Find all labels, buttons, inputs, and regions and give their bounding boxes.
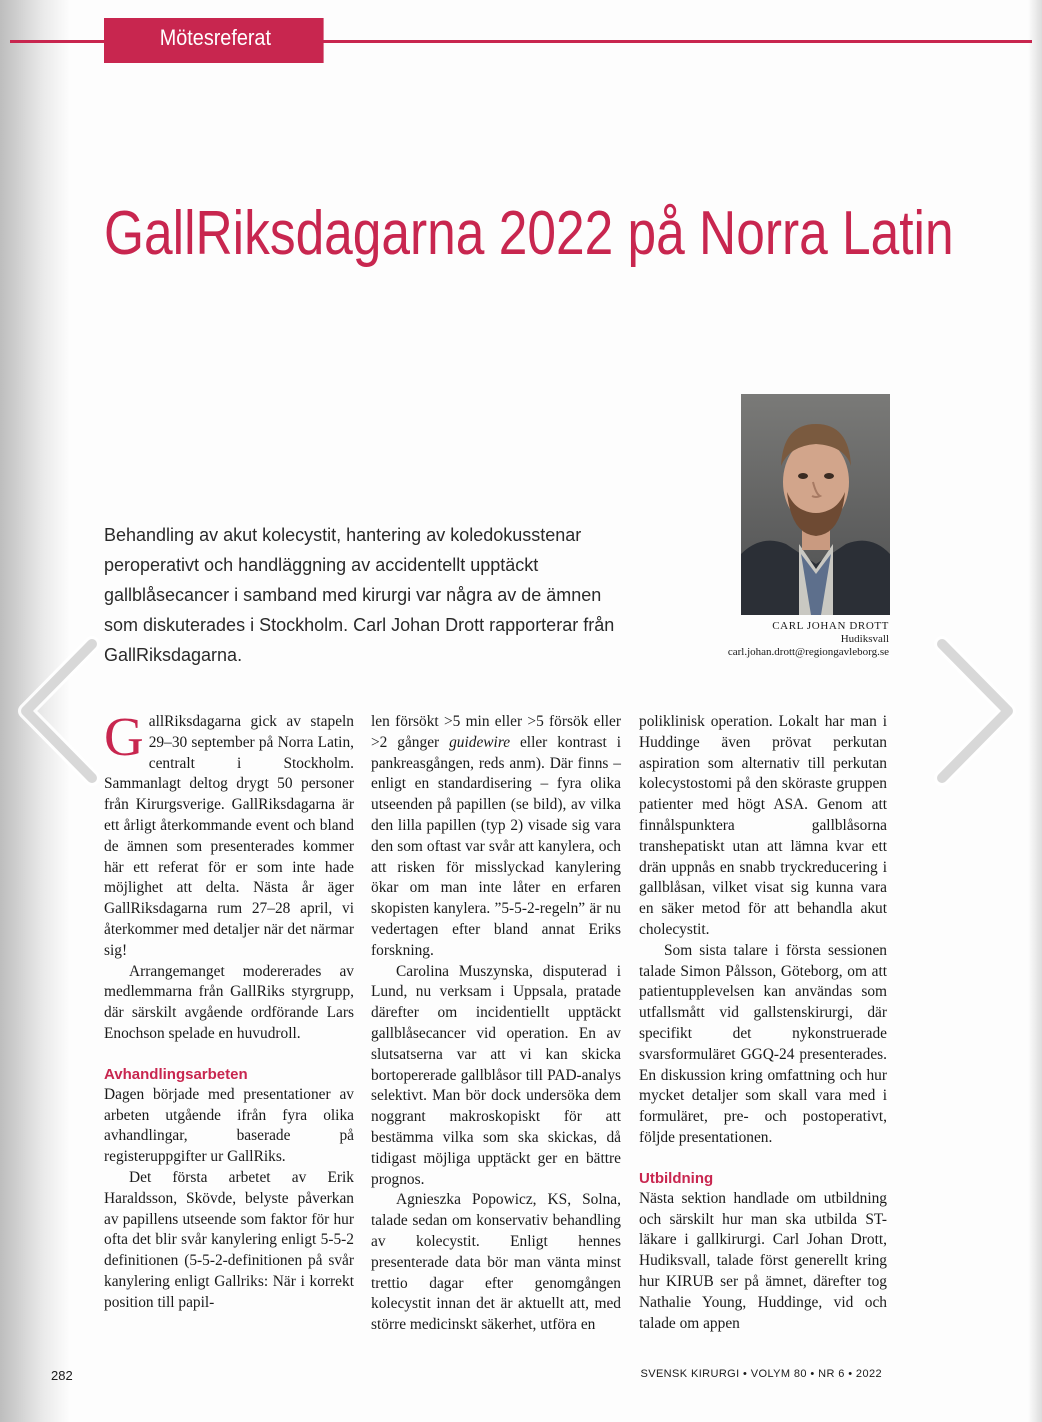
author-location: Hudiksvall	[840, 633, 889, 645]
page-number: 282	[51, 1368, 73, 1383]
italic-term: guidewire	[449, 733, 511, 751]
author-name: CARL JOHAN DROTT	[772, 620, 889, 632]
journal-footer: SVENSK KIRURGI • VOLYM 80 • NR 6 • 2022	[640, 1368, 882, 1380]
chevron-left-icon	[12, 636, 112, 786]
paragraph	[371, 712, 621, 962]
paragraph: Carolina Muszynska, disputerad i Lund, nu verksam i Uppsala, pratade därefter om incidentiellt upptäckt gallblåsecancer vid operation. En av slutsatserna var att vi kan skicka bortopererade gallblåsor till PAD-analys selektivt. Man bör dock undersöka dem noggrant makroskopiskt för att bestämma vilka som ska skickas, då tidigast möjliga upptäckt ger en bättre prognos.	[371, 962, 621, 1188]
next-page-button[interactable]	[922, 636, 1022, 786]
page-edge-shadow	[1028, 0, 1042, 1422]
paragraph: Nästa sektion handlade om utbildning och särskilt hur man ska utbilda ST-läkare i gallkirurgi. Carl Johan Drott, Hudiksvall, talade först generellt kring hur KIRUB ser på ämnet, därefter tog Nathalie Young, Huddinge, vid och talade om appen	[639, 1189, 887, 1332]
paragraph: Dagen började med presentationer av arbeten utgående ifrån fyra olika avhandlingar, baserade på registeruppgifter ur GallRiks.	[104, 1085, 354, 1166]
subheading-utbildning: Utbildning	[639, 1169, 714, 1187]
section-label: Mötesreferat	[104, 18, 324, 63]
text-column-3	[639, 712, 887, 1334]
paragraph-text: eller kontrast i pankreasgången, reds anm). Där finns – enligt en standardisering – fyra olika utseenden på papillen (se bild), av vilka den lilla papillen (typ 2) visade sig vara den som oftast var svår att kanylera, och att risken för misslyckad kanylering ökar om man inte låter en erfaren skopisten kanylera. ”5-5-2-regeln” är nu vedertagen efter bland annat Eriks forskning.	[371, 733, 621, 959]
author-photo	[741, 394, 890, 615]
paragraph-text: len försökt >5 min eller >5 försök eller >2 gånger	[371, 713, 621, 751]
paragraph: Det första arbetet av Erik Haraldsson, Skövde, belyste påverkan av papillens utseende som faktor för hur ofta det blir svår kanylering enligt 5-5-2 definitionen (5-5-2-definitionen på svår kanylering enligt Gallriks: När i korrekt position till papil-	[104, 1168, 354, 1311]
subheading-avhandlingsarbeten: Avhandlingsarbeten	[104, 1065, 248, 1083]
author-caption	[728, 620, 889, 659]
paragraph: Som sista talare i första sessionen talade Simon Pålsson, Göteborg, om att patientupplevelsen kan användas som utfallsmått vid gallstenskirurgi, där specifikt det nykonstruerade svarsformuläret GGQ-24 presenterades. En diskussion kring omfattning och hur mycket detaljer som skall vara med i formuläret, pre- och postoperativt, följde presentationen.	[639, 941, 887, 1146]
article-title: GallRiksdagarna 2022 på Norra Latin	[104, 199, 954, 268]
author-email[interactable]: carl.johan.drott@regiongavleborg.se	[727, 646, 889, 658]
drop-cap: G	[104, 706, 144, 767]
paragraph: Agnieszka Popowicz, KS, Solna, talade sedan om konservativ behandling av kolecystit. Enligt hennes presenterade data bör man vänta minst trettio dagar efter genomgången kolecystit innan det är aktuellt att, med större medicinskt säkerhet, utföra en	[371, 1191, 621, 1334]
text-column-2	[371, 712, 621, 1336]
author-portrait	[741, 394, 890, 615]
paragraph: poliklinisk operation. Lokalt har man i Huddinge även prövat perkutan aspiration som alternativ till perkutan kolecystostomi på den sköraste gruppen patienter med högt ASA. Genom att finnålspunktera gallblåsorna transhepatiskt utan att lämna kvar ett drän uppnås en snabb tryckreducering i gallblåsan, vilket visat sig kunna vara en säker metod för att behandla akut cholecystit.	[639, 713, 887, 938]
article-ingress: Behandling av akut kolecystit, hantering av koledokusstenar peroperativt och handläggning av accidentellt upptäckt gallblåsecancer i samband med kirurgi var några av de ämnen som diskuterades i Stockholm. Carl Johan Drott rapporterar från GallRiksdagarna.	[104, 525, 615, 665]
previous-page-button[interactable]	[12, 636, 112, 786]
paragraph: Arrangemanget modererades av medlemmarna från GallRiks styrgrupp, där särskilt avgående ordförande Lars Enochson spelade en huvudroll.	[104, 962, 354, 1042]
text-column-1	[104, 706, 354, 1314]
paragraph	[104, 706, 354, 962]
paragraph-text: allRiksdagarna gick av stapeln 29–30 september på Norra Latin, centralt i Stockholm. Sammanlagt deltog drygt 50 personer från Kirurgsverige. GallRiksdagarna är ett årligt återkommande event och bland de ämnen som presenterades kommer här ett referat för er som inte hade möjlighet att delta. Nästa år äger GallRiksdagarna rum 27–28 april, vi återkommer med detaljer när det närmar sig!	[104, 713, 354, 959]
chevron-right-icon	[922, 636, 1022, 786]
